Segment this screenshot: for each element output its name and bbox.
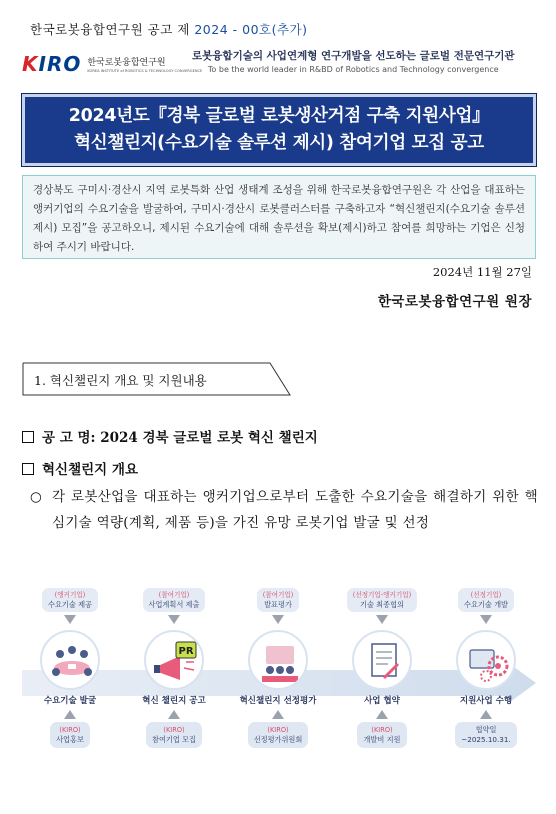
summary-box xyxy=(22,175,536,259)
kiro-logo xyxy=(22,52,202,76)
step-name: 지원사업 수행 xyxy=(459,696,513,706)
logo-name-en: KOREA INSTITUTE of ROBOTICS & TECHNOLOGY CONVERGENCE xyxy=(87,69,203,73)
process-step-5: (선정기업) 수요기술 개발 지원사업 수행 협약일 ~2025.10.31. xyxy=(438,588,534,748)
process-step-4: (선정기업-앵커기업) 기술 최종협의 사업 협약 (KIRO) 개발비 지원 xyxy=(334,588,430,748)
title-line-2: 혁신챌린지(수요기술 솔루션 제시) 참여기업 모집 공고 xyxy=(74,133,484,153)
vision-en: To be the world leader in R&BD of Robotics and Technology convergence xyxy=(207,65,499,74)
logo-name-ko: 한국로봇융합연구원 xyxy=(87,58,166,68)
notice-number-line xyxy=(30,20,308,38)
logo-mark: KIRO xyxy=(22,52,82,76)
down-arrow-icon xyxy=(480,615,492,624)
down-arrow-icon xyxy=(376,615,388,624)
contract-icon xyxy=(352,630,412,690)
step-name: 수요기술 발굴 xyxy=(43,696,97,706)
down-arrow-icon xyxy=(272,615,284,624)
step-name: 혁신 챌린지 공고 xyxy=(142,696,206,706)
checkbox-square-icon xyxy=(22,431,34,443)
up-arrow-icon xyxy=(168,710,180,719)
meeting-icon xyxy=(40,630,100,690)
title-line-1: 2024년도『경북 글로벌 로봇생산거점 구축 지원사업』 xyxy=(68,106,490,126)
step-name: 혁신챌린지 선정평가 xyxy=(239,696,317,706)
megaphone-pr-icon xyxy=(144,630,204,690)
process-step-3: (참여기업) 발표평가 혁신챌린지 선정평가 (KIRO) 선정평가위원회 xyxy=(230,588,326,748)
process-diagram xyxy=(22,588,536,776)
overview-bullet xyxy=(30,484,538,536)
notice-number: 2024 - 00호(추가) xyxy=(194,22,308,37)
up-arrow-icon xyxy=(64,710,76,719)
overview-item: 혁신챌린지 개요 xyxy=(22,458,138,478)
org-header xyxy=(22,46,536,86)
overview-bullet-text: 각 로봇산업을 대표하는 앵커기업으로부터 도출한 수요기술을 해결하기 위한 핵심기술 역량(계획, 제품 등)을 가진 유망 로봇기업 발굴 및 선정 xyxy=(52,489,538,531)
up-arrow-icon xyxy=(272,710,284,719)
notice-prefix: 한국로봇융합연구원 공고 제 xyxy=(30,22,190,37)
process-step-2: (참여기업) 사업계획서 제출 PR 혁신 챌린지 공고 (KIRO) 참여기업 모집 xyxy=(126,588,222,748)
svg-text:PR: PR xyxy=(178,646,194,657)
vision-ko: 로봇융합기술의 사업연계형 연구개발을 선도하는 글로벌 전문연구기관 xyxy=(192,50,515,62)
notice-name-item: 공 고 명: 2024 경북 글로벌 로봇 혁신 챌린지 xyxy=(22,426,318,446)
up-arrow-icon xyxy=(480,710,492,719)
down-arrow-icon xyxy=(64,615,76,624)
checkbox-square-icon xyxy=(22,463,34,475)
gears-icon xyxy=(456,630,516,690)
down-arrow-icon xyxy=(168,615,180,624)
process-step-1: (앵커기업) 수요기술 제공 수요기술 발굴 (KIRO) 사업홍보 xyxy=(22,588,118,748)
vision-statement xyxy=(192,48,515,74)
title-banner xyxy=(22,94,536,166)
up-arrow-icon xyxy=(376,710,388,719)
notice-date: 2024년 11월 27일 xyxy=(432,265,532,279)
section-heading-tab xyxy=(22,362,292,396)
signer: 한국로봇융합연구원 원장 xyxy=(377,294,532,310)
circle-bullet-icon: ○ xyxy=(30,489,42,505)
summary-text: 경상북도 구미시·경산시 지역 로봇특화 산업 생태계 조성을 위해 한국로봇융합연구원은 각 산업을 대표하는 앵커기업의 수요기술을 발굴하여, 구미시·경산시 로봇클러스터를 구축하고자 “혁신챌린지(수요기술 솔루션 제시) 모집”을 공고하오니, 제시된 수요기술에 대해 솔루션을 확보(제시)하고 참여를 희망하는 기업은 신청하여 주시기 바랍니다. xyxy=(33,184,525,253)
section-heading: 1. 혁신챌린지 개요 및 지원내용 xyxy=(34,373,207,388)
evaluation-icon xyxy=(248,630,308,690)
step-name: 사업 협약 xyxy=(364,696,400,706)
